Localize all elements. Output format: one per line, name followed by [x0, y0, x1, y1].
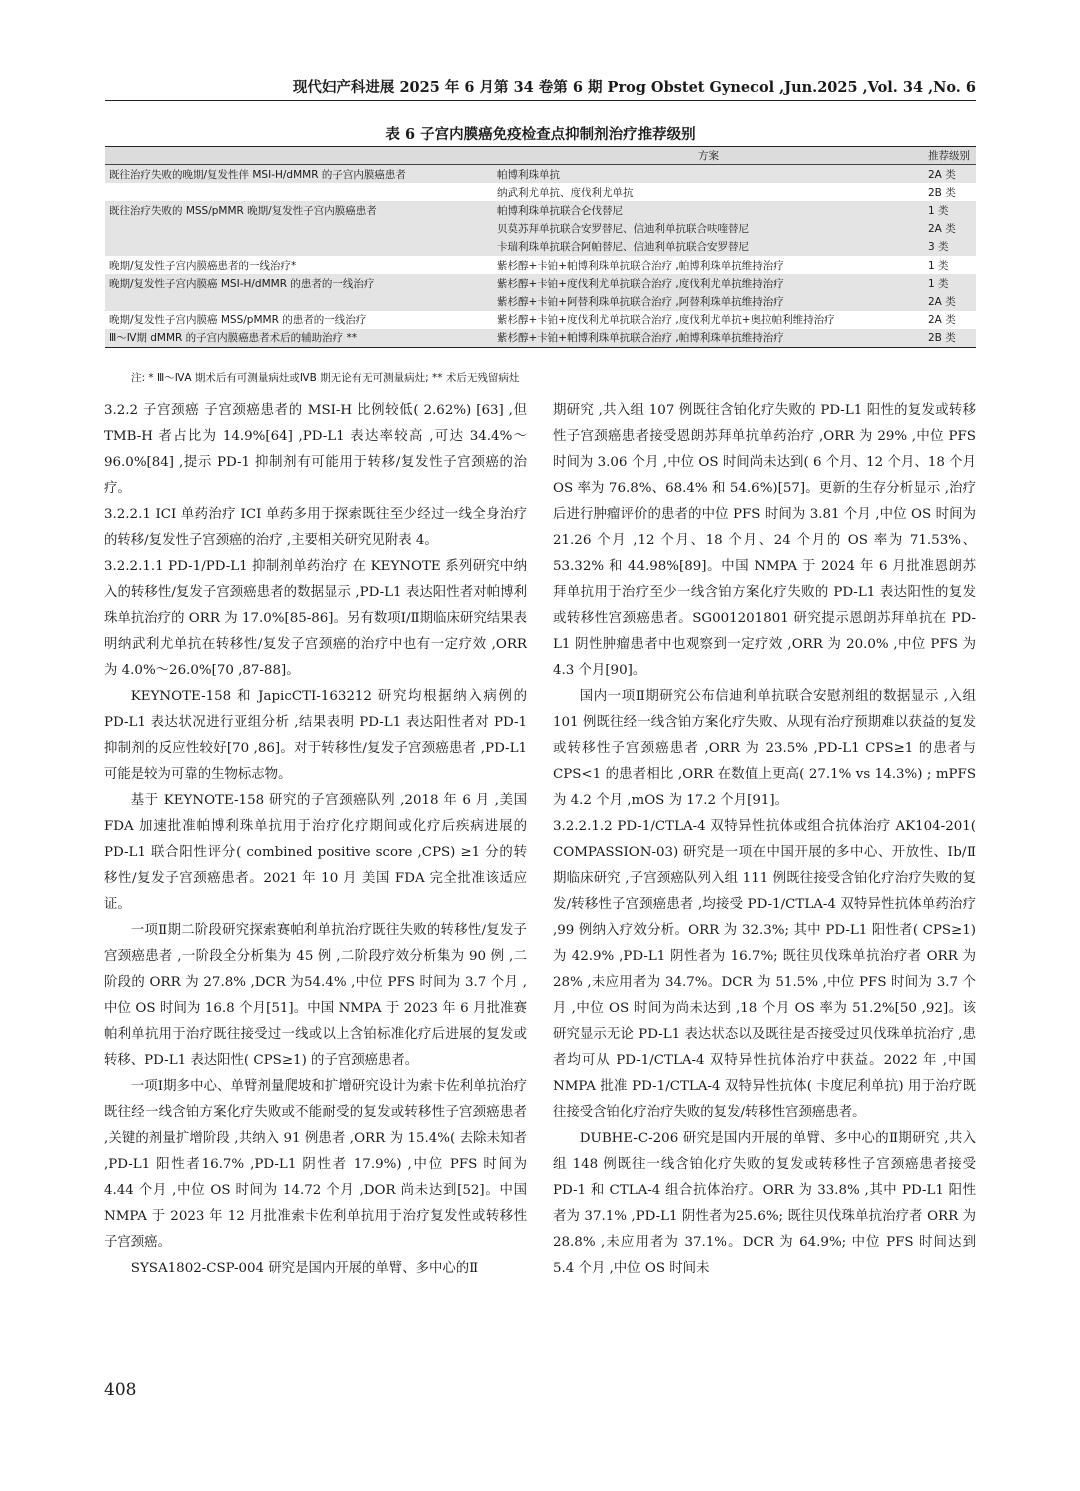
table-row [105, 165, 976, 184]
cell-regimen: 贝莫苏拜单抗联合安罗替尼、信迪利单抗联合呋喹替尼 [493, 220, 924, 238]
cell-population: 晚期/复发性子宫内膜癌 MSI-H/dMMR 的患者的一线治疗 [105, 274, 493, 292]
cell-regimen: 卡瑞利珠单抗联合阿帕替尼、信迪利单抗联合安罗替尼 [493, 238, 924, 256]
table-title: 表 6 子宫内膜癌免疫检查点抑制剂治疗推荐级别 [385, 126, 696, 143]
paragraph: 3.2.2.1 ICI 单药治疗 ICI 单药多用于探索既往至少经过一线全身治疗的转移/复发性子宫颈癌的治疗 ,主要相关研究见附表 4。 [104, 507, 527, 548]
cell-level: 1 类 [924, 201, 976, 219]
cell-population [105, 292, 493, 310]
table-row [105, 183, 976, 201]
left-column [104, 398, 527, 1282]
table-row [105, 292, 976, 310]
cell-level: 2A 类 [924, 220, 976, 238]
cell-population: Ⅲ～Ⅳ期 dMMR 的子宫内膜癌患者术后的辅助治疗 ** [105, 329, 493, 348]
table-row [105, 256, 976, 274]
table-row [105, 220, 976, 238]
cell-regimen: 紫杉醇+卡铂+阿替利珠单抗联合治疗 ,阿替利珠单抗维持治疗 [493, 292, 924, 310]
paragraph: 3.2.2 子宫颈癌 子宫颈癌患者的 MSI-H 比例较低( 2.62%) [63] ,但 TMB-H 者占比为 14.9%[64] ,PD-L1 表达率较高 ,可达 34.4%～96.0%[84] ,提示 PD-1 抑制剂有可能用于转移/复发性子宫颈癌的治疗。 [104, 403, 527, 496]
cell-regimen: 紫杉醇+卡铂+帕博利珠单抗联合治疗 ,帕博利珠单抗维持治疗 [493, 329, 924, 348]
header-rule [105, 100, 976, 101]
cell-population [105, 183, 493, 201]
paragraph: DUBHE-C-206 研究是国内开展的单臂、多中心的Ⅱ期研究 ,共入组 148 例既往一线含铂化疗失败的复发或转移性子宫颈癌患者接受 PD-1 和 CTLA-4 组合抗体治疗。ORR 为 33.8% ,其中 PD-L1 阳性者为 37.1% ,PD-L1 阴性者为25.6%; 既往贝伐珠单抗治疗者 ORR 为 28.8% ,未应用者为 37.1%。DCR 为 64.9%; 中位 PFS 时间达到 5.4 个月 ,中位 OS 时间未 [553, 1131, 976, 1276]
paragraph: 一项Ⅱ期二阶段研究探索赛帕利单抗治疗既往失败的转移性/复发子宫颈癌患者 ,一阶段全分析集为 45 例 ,二阶段疗效分析集为 90 例 ,二阶段的 ORR 为 27.8% ,DCR 为54.4% ,中位 PFS 时间为 3.7 个月 ,中位 OS 时间为 16.8 个月[51]。中国 NMPA 于 2023 年 6 月批准赛帕利单抗用于治疗既往接受过一线或以上含铂标准化疗后进展的复发或转移、PD-L1 表达阳性( CPS≥1) 的子宫颈癌患者。 [104, 923, 527, 1068]
paragraph: 国内一项Ⅱ期研究公布信迪利单抗联合安慰剂组的数据显示 ,入组 101 例既往经一线含铂方案化疗失败、从现有治疗预期难以获益的复发或转移性子宫颈癌患者 ,ORR 为 23.5% ,PD-L1 CPS≥1 的患者与 CPS<1 的患者相比 ,ORR 在数值上更高( 27.1% vs 14.3%) ; mPFS 为 4.2 个月 ,mOS 为 17.2 个月[91]。 [553, 689, 976, 808]
page-number: 408 [104, 1380, 137, 1400]
recommendation-table [105, 146, 976, 348]
right-column [553, 398, 976, 1282]
table-row [105, 311, 976, 329]
cell-level: 1 类 [924, 274, 976, 292]
cell-regimen: 紫杉醇+卡铂+帕博利珠单抗联合治疗 ,帕博利珠单抗维持治疗 [497, 259, 784, 272]
cell-population: 既往治疗失败的晚期/复发性伴 MSI-H/dMMR 的子宫内膜癌患者 [105, 165, 493, 184]
table-row [105, 274, 976, 292]
paragraph: SYSA1802-CSP-004 研究是国内开展的单臂、多中心的Ⅱ [130, 1261, 479, 1276]
cell-regimen: 紫杉醇+卡铂+度伐利尤单抗联合治疗 ,度伐利尤单抗+奥拉帕利维持治疗 [497, 314, 835, 327]
paragraph: KEYNOTE-158 和 JapicCTI-163212 研究均根据纳入病例的 PD-L1 表达状况进行亚组分析 ,结果表明 PD-L1 表达阳性者对 PD-1 抑制剂的反应性较好[70 ,86]。对于转移性/复发子宫颈癌患者 ,PD-L1 可能是较为可靠的生物标志物。 [104, 689, 527, 782]
cell-level: 2A 类 [928, 314, 956, 327]
cell-population [105, 220, 493, 238]
cell-level: 2A 类 [924, 165, 976, 184]
col-header-regimen: 方案 [493, 147, 924, 165]
table-note: 注: * Ⅲ～ⅣA 期术后有可测量病灶或ⅣB 期无论有无可测量病灶; ** 术后无残留病灶 [131, 372, 520, 384]
paragraph: 基于 KEYNOTE-158 研究的子宫颈癌队列 ,2018 年 6 月 ,美国 FDA 加速批准帕博利珠单抗用于治疗化疗期间或化疗后疾病进展的 PD-L1 联合阳性评分( combined positive score ,CPS) ≥1 分的转移性/复发子宫颈癌患者。2021 年 10 月 美国 FDA 完全批准该适应证。 [104, 793, 527, 912]
col-header-population [105, 147, 493, 165]
table-header-row [105, 147, 976, 165]
cell-level: 2A 类 [924, 292, 976, 310]
cell-level: 2B 类 [928, 186, 956, 199]
cell-regimen: 紫杉醇+卡铂+度伐利尤单抗联合治疗 ,度伐利尤单抗维持治疗 [493, 274, 924, 292]
cell-regimen: 纳武利尤单抗、度伐利尤单抗 [497, 186, 634, 199]
cell-population: 晚期/复发性子宫内膜癌 MSS/pMMR 的患者的一线治疗 [109, 314, 367, 327]
paragraph: 3.2.2.1.1 PD-1/PD-L1 抑制剂单药治疗 在 KEYNOTE 系列研究中纳入的转移性/复发子宫颈癌患者的数据显示 ,PD-L1 表达阳性者对帕博利珠单抗治疗的 ORR 为 17.0%[85-86]。另有数项Ⅰ/Ⅱ期临床研究结果表明纳武利尤单抗在转移性/复发子宫颈癌的治疗中也有一定疗效 ,ORR 为 4.0%～26.0%[70 ,87-88]。 [104, 559, 527, 678]
table-row [105, 238, 976, 256]
running-header: 现代妇产科进展 2025 年 6 月第 34 卷第 6 期 Prog Obstet Gynecol ,Jun.2025 ,Vol. 34 ,No. 6 [292, 79, 976, 96]
paragraph: 3.2.2.1.2 PD-1/CTLA-4 双特异性抗体或组合抗体治疗 AK104-201( COMPASSION-03) 研究是一项在中国开展的多中心、开放性、Ⅰb/Ⅱ期临床研究 ,子宫颈癌队列入组 111 例既往接受含铂化疗治疗失败的复发/转移性子宫颈癌患者 ,均接受 PD-1/CTLA-4 双特异性抗体单药治疗 ,99 例纳入疗效分析。ORR 为 32.3%; 其中 PD-L1 阳性者( CPS≥1) 为 42.9% ,PD-L1 阴性者为 16.7%; 既往贝伐珠单抗治疗者 ORR 为 28% ,未应用者为 34.7%。DCR 为 51.5% ,中位 PFS 时间为 3.7 个月 ,中位 OS 时间为尚未达到 ,18 个月 OS 率为 51.2%[50 ,92]。该研究显示无论 PD-L1 表达状态以及既往是否接受过贝伐珠单抗治疗 ,患者均可从 PD-1/CTLA-4 双特异性抗体治疗中获益。2022 年 ,中国 NMPA 批准 PD-1/CTLA-4 双特异性抗体( 卡度尼利单抗) 用于治疗既往接受含铂化疗治疗失败的复发/转移性宫颈癌患者。 [553, 819, 976, 1120]
paragraph: 期研究 ,共入组 107 例既往含铂化疗失败的 PD-L1 阳性的复发或转移性子宫颈癌患者接受恩朗苏拜单抗单药治疗 ,ORR 为 29% ,中位 PFS 时间为 3.06 个月 ,中位 OS 时间尚未达到( 6 个月、12 个月、18 个月 OS 率为 76.8%、68.4% 和 54.6%)[57]。更新的生存分析显示 ,治疗后进行肿瘤评价的患者的中位 PFS 时间为 3.81 个月 ,中位 OS 时间为 21.26 个月 ,12 个月、18 个月、24 个月的 OS 率为 71.53%、53.32% 和 44.98%[89]。中国 NMPA 于 2024 年 6 月批准恩朗苏拜单抗用于治疗至少一线含铂方案化疗失败的 PD-L1 表达阳性的复发或转移性宫颈癌患者。SG001201801 研究提示恩朗苏拜单抗在 PD-L1 阴性肿瘤患者中也观察到一定疗效 ,ORR 为 20.0% ,中位 PFS 为 4.3 个月[90]。 [553, 403, 976, 678]
cell-population: 既往治疗失败的 MSS/pMMR 晚期/复发性子宫内膜癌患者 [105, 201, 493, 219]
cell-regimen: 帕博利珠单抗联合仑伐替尼 [493, 201, 924, 219]
cell-population [105, 238, 493, 256]
cell-level: 2B 类 [924, 329, 976, 348]
cell-population: 晚期/复发性子宫内膜癌患者的一线治疗* [109, 259, 297, 272]
cell-level: 3 类 [924, 238, 976, 256]
paragraph: 一项Ⅰ期多中心、单臂剂量爬坡和扩增研究设计为索卡佐利单抗治疗既往经一线含铂方案化疗失败或不能耐受的复发或转移性子宫颈癌患者 ,关键的剂量扩增阶段 ,共纳入 91 例患者 ,ORR 为 15.4%( 去除未知者 ,PD-L1 阳性者16.7% ,PD-L1 阴性者 17.9%) ,中位 PFS 时间为 4.44 个月 ,中位 OS 时间为 14.72 个月 ,DOR 尚未达到[52]。中国 NMPA 于 2023 年 12 月批准索卡佐利单抗用于治疗复发性或转移性子宫颈癌。 [104, 1079, 527, 1250]
table-row [105, 201, 976, 219]
table-row [105, 329, 976, 348]
cell-regimen: 帕博利珠单抗 [493, 165, 924, 184]
col-header-level: 推荐级别 [924, 147, 976, 165]
cell-level: 1 类 [928, 259, 949, 272]
